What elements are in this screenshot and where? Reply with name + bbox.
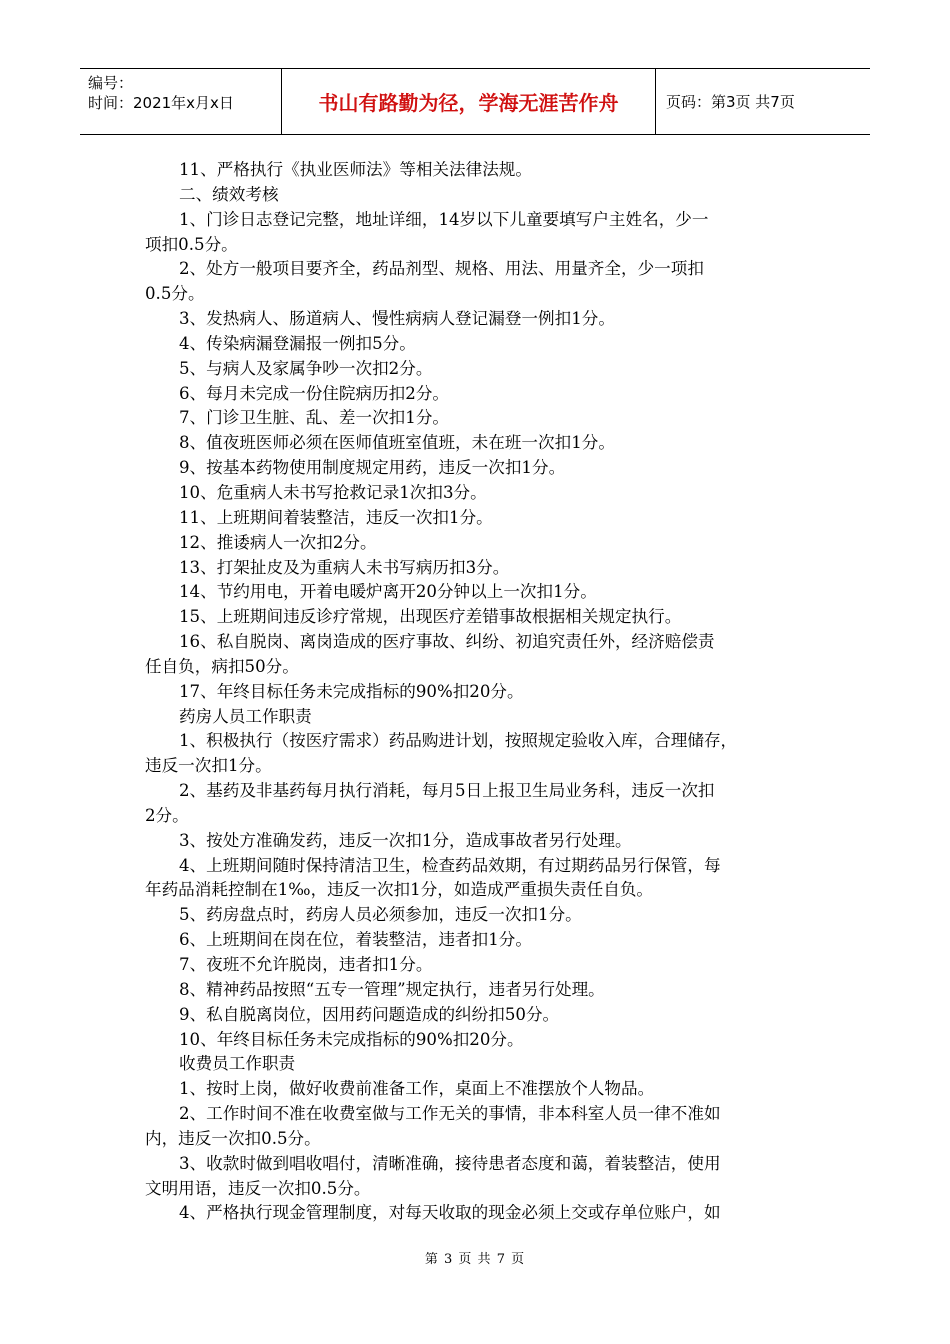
body-text-line: 收费员工作职责 (179, 1054, 296, 1074)
body-text-line: 17、年终目标任务未完成指标的90%扣20分。 (179, 681, 524, 701)
page-header (80, 68, 870, 135)
body-text-line: 2、基药及非基药每月执行消耗，每月5日上报卫生局业务科，违反一次扣 (179, 781, 715, 801)
body-text-line: 5、药房盘点时，药房人员必须参加，违反一次扣1分。 (179, 905, 582, 925)
body-text-line: 13、打架扯皮及为重病人未书写病历扣3分。 (179, 557, 510, 577)
body-text-line: 项扣0.5分。 (145, 234, 238, 254)
document-number-label: 编号： (88, 74, 134, 92)
body-text-line: 11、上班期间着装整洁，违反一次扣1分。 (179, 507, 493, 527)
body-text-line: 11、严格执行《执业医师法》等相关法律法规。 (179, 160, 532, 179)
header-info-cell (80, 69, 282, 134)
body-text-line: 2、工作时间不准在收费室做与工作无关的事情，非本科室人员一律不准如 (179, 1104, 721, 1124)
body-text-line: 10、年终目标任务未完成指标的90%扣20分。 (179, 1029, 524, 1049)
body-text-line: 5、与病人及家属争吵一次扣2分。 (179, 358, 433, 378)
body-text-line: 8、精神药品按照“五专一管理”规定执行，违者另行处理。 (179, 979, 605, 999)
document-date-label: 时间：2021年x月x日 (88, 94, 234, 112)
body-text-line: 16、私自脱岗、离岗造成的医疗事故、纠纷、初追究责任外，经济赔偿责 (179, 632, 715, 652)
body-text-line: 15、上班期间违反诊疗常规，出现医疗差错事故根据相关规定执行。 (179, 607, 682, 627)
body-text-line: 7、门诊卫生脏、乱、差一次扣1分。 (179, 408, 450, 428)
body-text-line: 1、积极执行（按医疗需求）药品购进计划，按照规定验收入库，合理储存， (179, 731, 738, 751)
body-text-line: 二、绩效考核 (179, 184, 279, 204)
body-text-line: 0.5分。 (145, 284, 205, 304)
body-text-line: 9、私自脱离岗位，因用药问题造成的纠纷扣50分。 (179, 1004, 560, 1024)
header-page-number: 页码：第3页 共7页 (666, 93, 795, 111)
body-text-line: 8、值夜班医师必须在医师值班室值班，未在班一次扣1分。 (179, 433, 615, 453)
body-text-line: 3、收款时做到唱收唱付，清晰准确，接待患者态度和蔼，着装整洁，使用 (179, 1153, 721, 1173)
body-text-line: 1、按时上岗，做好收费前准备工作，桌面上不准摆放个人物品。 (179, 1079, 655, 1099)
body-text-line: 内，违反一次扣0.5分。 (145, 1128, 321, 1148)
body-text-line: 2分。 (145, 805, 189, 825)
body-text-line: 4、上班期间随时保持清洁卫生，检查药品效期，有过期药品另行保管，每 (179, 855, 721, 875)
body-text-line: 6、每月未完成一份住院病历扣2分。 (179, 383, 450, 403)
body-text-line: 3、发热病人、肠道病人、慢性病病人登记漏登一例扣1分。 (179, 309, 615, 329)
body-text-line: 4、传染病漏登漏报一例扣5分。 (179, 333, 416, 353)
body-text-line: 4、严格执行现金管理制度，对每天收取的现金必须上交或存单位账户，如 (179, 1203, 721, 1223)
body-text-line: 7、夜班不允许脱岗，违者扣1分。 (179, 955, 433, 974)
body-text-line: 3、按处方准确发药，违反一次扣1分，造成事故者另行处理。 (179, 830, 632, 850)
body-text-line: 年药品消耗控制在1‰，违反一次扣1分，如造成严重损失责任自负。 (145, 880, 654, 900)
body-text-line: 10、危重病人未书写抢救记录1次扣3分。 (179, 482, 487, 502)
body-text-line: 2、处方一般项目要齐全，药品剂型、规格、用法、用量齐全，少一项扣 (179, 259, 704, 279)
body-text-line: 1、门诊日志登记完整，地址详细，14岁以下儿童要填写户主姓名，少一 (179, 209, 709, 229)
header-motto: 书山有路勤为径，学海无涯苦作舟 (282, 69, 656, 134)
body-text-line: 任自负，病扣50分。 (145, 656, 299, 676)
body-text-line: 文明用语，违反一次扣0.5分。 (145, 1178, 371, 1198)
body-text-line: 9、按基本药物使用制度规定用药，违反一次扣1分。 (179, 458, 566, 478)
body-text-line: 12、推诿病人一次扣2分。 (179, 532, 377, 552)
body-text-line: 14、节约用电，开着电暖炉离开20分钟以上一次扣1分。 (179, 582, 597, 602)
body-text-line: 违反一次扣1分。 (145, 756, 272, 776)
body-text-line: 6、上班期间在岗在位，着装整洁，违者扣1分。 (179, 930, 532, 950)
document-body (145, 158, 810, 1226)
body-text-line: 药房人员工作职责 (179, 706, 312, 726)
page-footer: 第 3 页 共 7 页 (424, 1252, 526, 1267)
